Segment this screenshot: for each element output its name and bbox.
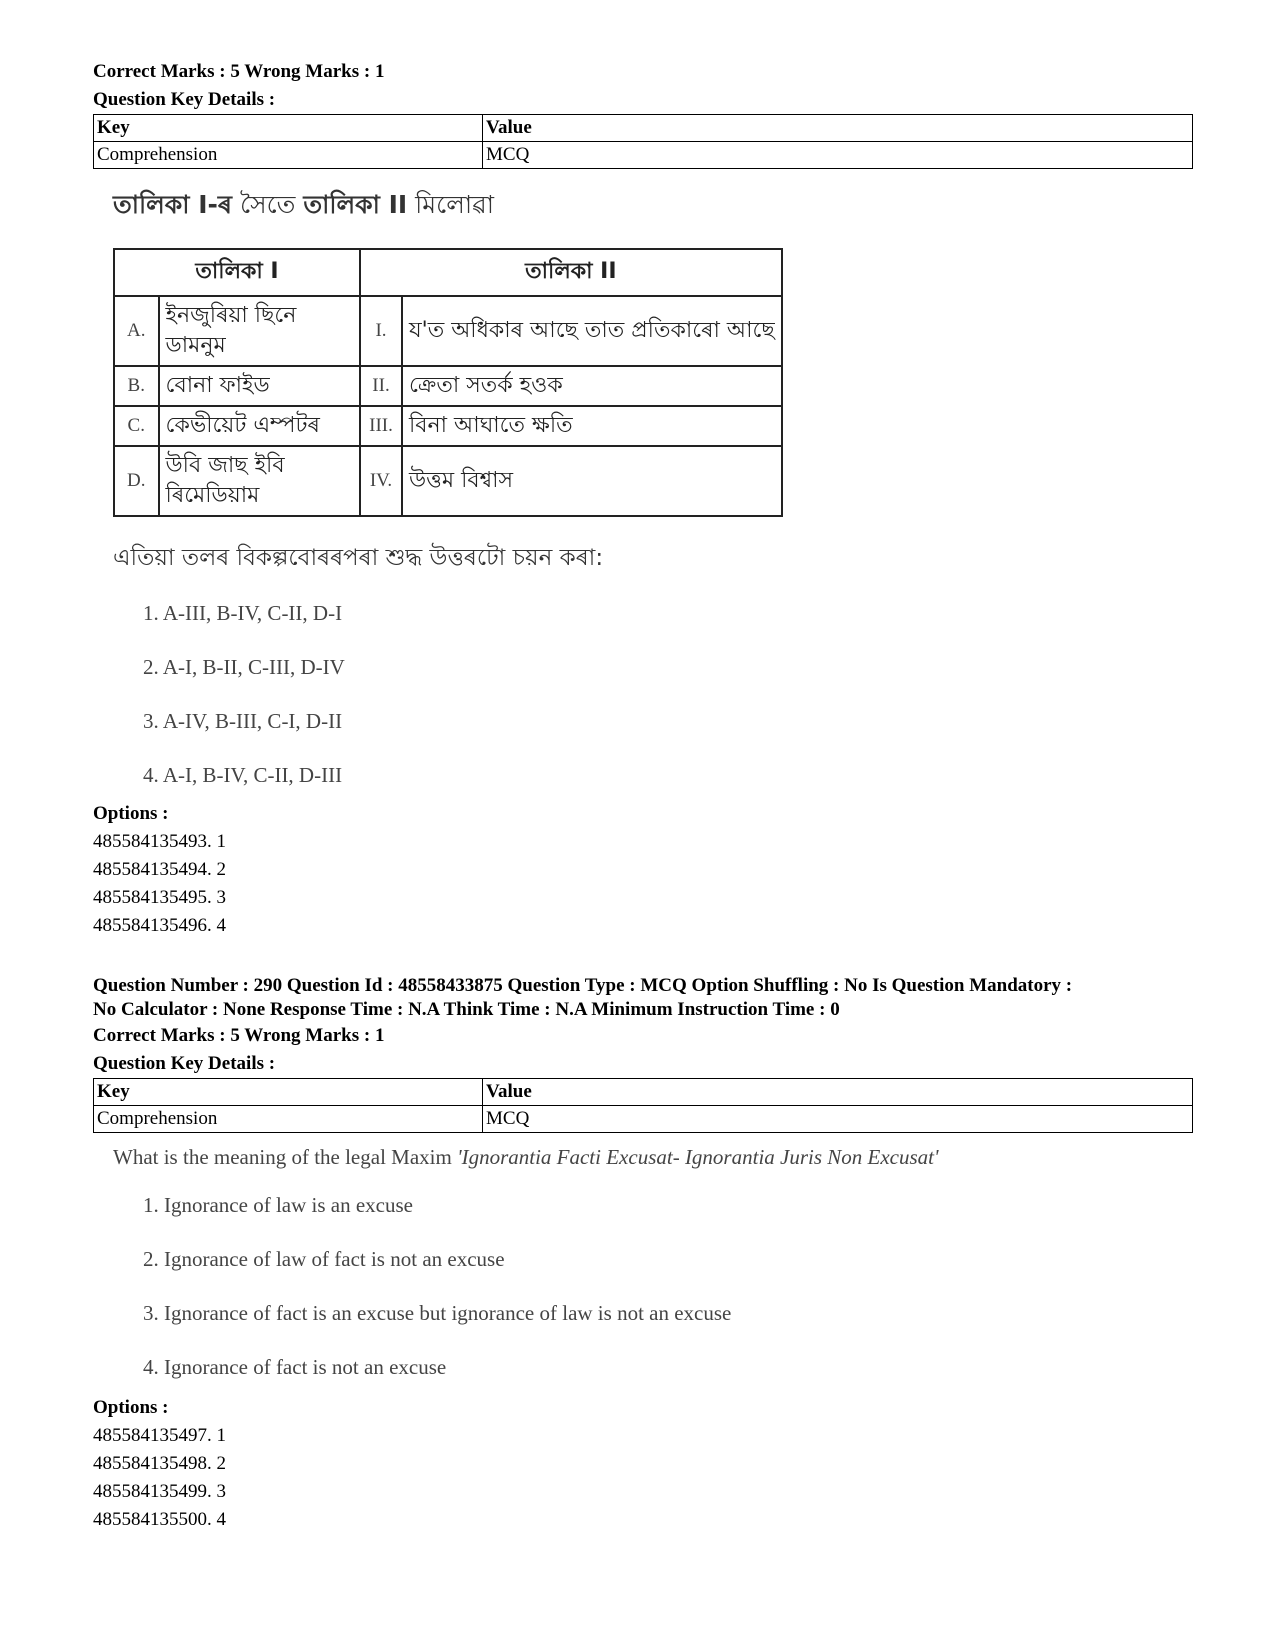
value-cell: MCQ — [483, 1106, 1193, 1133]
key-details-label: Question Key Details : — [93, 1053, 276, 1074]
option-id-line: 485584135499. 3 — [93, 1481, 226, 1502]
list1-item: কেভীয়েট এম্পটৰ — [159, 406, 360, 446]
choice-item: 4. A-I, B-IV, C-II, D-III — [143, 763, 343, 787]
table-row — [94, 1106, 1193, 1133]
row-label: B. — [114, 366, 159, 406]
list1-item: বোনা ফাইড — [159, 366, 360, 406]
table-row — [94, 142, 1193, 169]
match-table — [113, 248, 783, 517]
list1-item: উবি জাছ ইবি ৰিমেডিয়াম — [159, 446, 360, 516]
key-header: Key — [94, 1079, 483, 1106]
table-row — [114, 366, 782, 406]
key-cell: Comprehension — [94, 142, 483, 169]
key-header: Key — [94, 115, 483, 142]
marks-line: Correct Marks : 5 Wrong Marks : 1 — [93, 1025, 385, 1046]
value-cell: MCQ — [483, 142, 1193, 169]
key-cell: Comprehension — [94, 1106, 483, 1133]
choice-item: 3. Ignorance of fact is an excuse but ignorance of law is not an excuse — [143, 1301, 732, 1325]
question-image — [113, 185, 1193, 800]
marks-line: Correct Marks : 5 Wrong Marks : 1 — [93, 61, 385, 82]
value-header: Value — [483, 115, 1193, 142]
question-header-line: Question Number : 290 Question Id : 48558433875 Question Type : MCQ Option Shuffling : No Is Question Mandatory : — [93, 975, 1073, 996]
key-details-label: Question Key Details : — [93, 89, 276, 110]
options-label: Options : — [93, 803, 169, 824]
options-label: Options : — [93, 1397, 169, 1418]
question-page — [93, 58, 1193, 1534]
question-text-maxim: 'Ignorantia Facti Excusat- Ignorantia Juris Non Excusat' — [457, 1145, 939, 1169]
list2-item: ক্ৰেতা সতৰ্ক হওক — [402, 366, 782, 406]
table-row — [94, 1079, 1193, 1106]
choice-item: 2. A-I, B-II, C-III, D-IV — [143, 655, 345, 679]
question-header-line: No Calculator : None Response Time : N.A Think Time : N.A Minimum Instruction Time : 0 — [93, 999, 840, 1020]
choice-list — [113, 1190, 1193, 1394]
title-part: তালিকা II — [303, 190, 408, 219]
choice-item: 3. A-IV, B-III, C-I, D-II — [143, 709, 343, 733]
title-part: সৈতে — [239, 190, 296, 219]
question-prompt: এতিয়া তলৰ বিকল্পবোৰৰপৰা শুদ্ধ উত্তৰটো চয়ন কৰা: — [113, 545, 604, 571]
table-row — [94, 115, 1193, 142]
table-row — [114, 406, 782, 446]
option-id-line: 485584135495. 3 — [93, 887, 226, 908]
list2-item: য'ত অধিকাৰ আছে তাত প্ৰতিকাৰো আছে — [402, 296, 782, 366]
row-label: A. — [114, 296, 159, 366]
option-id-line: 485584135494. 2 — [93, 859, 226, 880]
question-text-plain: What is the meaning of the legal Maxim — [113, 1145, 458, 1169]
row-label: III. — [360, 406, 402, 446]
question-text — [113, 1145, 1193, 1170]
option-id-line: 485584135497. 1 — [93, 1425, 226, 1446]
row-label: I. — [360, 296, 402, 366]
choice-item: 2. Ignorance of law of fact is not an excuse — [143, 1247, 505, 1271]
row-label: C. — [114, 406, 159, 446]
list1-item: ইনজুৰিয়া ছিনে ডামনুম — [159, 296, 360, 366]
list2-item: বিনা আঘাতে ক্ষতি — [402, 406, 782, 446]
option-id-line: 485584135500. 4 — [93, 1509, 226, 1530]
table-row — [114, 249, 782, 296]
question-title — [113, 185, 1193, 228]
key-details-table — [93, 1078, 1193, 1133]
choice-list — [113, 598, 1193, 800]
option-id-line: 485584135496. 4 — [93, 915, 226, 936]
row-label: D. — [114, 446, 159, 516]
key-details-table — [93, 114, 1193, 169]
row-label: II. — [360, 366, 402, 406]
choice-item: 1. A-III, B-IV, C-II, D-I — [143, 601, 343, 625]
title-part: তালিকা I-ৰ — [113, 190, 232, 219]
option-id-line: 485584135493. 1 — [93, 831, 226, 852]
choice-item: 4. Ignorance of fact is not an excuse — [143, 1355, 447, 1379]
table-row — [114, 296, 782, 366]
table-row — [114, 446, 782, 516]
option-id-line: 485584135498. 2 — [93, 1453, 226, 1474]
list2-header: তালিকা II — [360, 249, 782, 296]
choice-item: 1. Ignorance of law is an excuse — [143, 1193, 413, 1217]
list2-item: উত্তম বিশ্বাস — [402, 446, 782, 516]
list1-header: তালিকা I — [114, 249, 360, 296]
row-label: IV. — [360, 446, 402, 516]
value-header: Value — [483, 1079, 1193, 1106]
title-part: মিলোৱা — [415, 190, 494, 219]
